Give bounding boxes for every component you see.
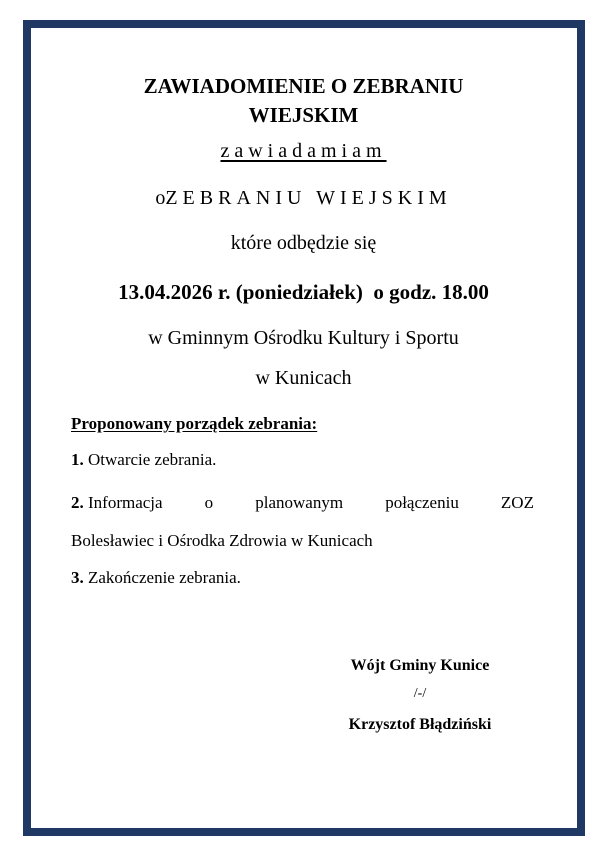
meeting-place-line1: w Gminnym Ośrodku Kultury i Sportu: [148, 327, 459, 349]
signature-name: Krzysztof Błądziński: [348, 716, 492, 733]
agenda-title: Proponowany porządek zebrania:: [71, 414, 318, 433]
notice-title-line2: WIEJSKIM: [248, 103, 359, 127]
agenda-item-number: 1.: [71, 450, 84, 469]
agenda-item-text: Zakończenie zebrania.: [88, 568, 241, 587]
agenda-item-word: o: [204, 493, 214, 512]
meeting-line: [0, 187, 607, 210]
agenda-item-line1: [71, 484, 534, 522]
agenda-item-word: Informacja: [88, 493, 163, 512]
meeting-prefix: o: [155, 187, 166, 209]
signature-title: Wójt Gminy Kunice: [350, 657, 490, 674]
agenda-item: [71, 568, 534, 588]
meeting-place-line2: w Kunicach: [255, 367, 352, 389]
signature-mark: /-/: [413, 686, 427, 701]
agenda-item-word: ZOZ: [500, 493, 534, 512]
agenda-item-word: połączeniu: [385, 493, 459, 512]
meeting-name: ZEBRANIU WIEJSKIM: [165, 187, 452, 209]
agenda-item-text: Otwarcie zebrania.: [88, 450, 217, 469]
agenda-item-first-word: [71, 484, 163, 522]
agenda-item-word: planowanym: [255, 493, 344, 512]
agenda-item: [71, 484, 534, 560]
agenda-item: [71, 450, 534, 470]
agenda-item-line2: Bolesławiec i Ośrodka Zdrowia w Kunicach: [71, 531, 373, 550]
notice-subtitle: zawiadamiam: [220, 140, 387, 162]
meeting-which: które odbędzie się: [230, 232, 377, 254]
agenda-item-number: 2.: [71, 493, 84, 512]
meeting-date: 13.04.2026 r. (poniedziałek) o godz. 18.00: [118, 280, 489, 304]
notice-title-line1: ZAWIADOMIENIE O ZEBRANIU: [143, 74, 464, 98]
agenda-item-number: 3.: [71, 568, 84, 587]
